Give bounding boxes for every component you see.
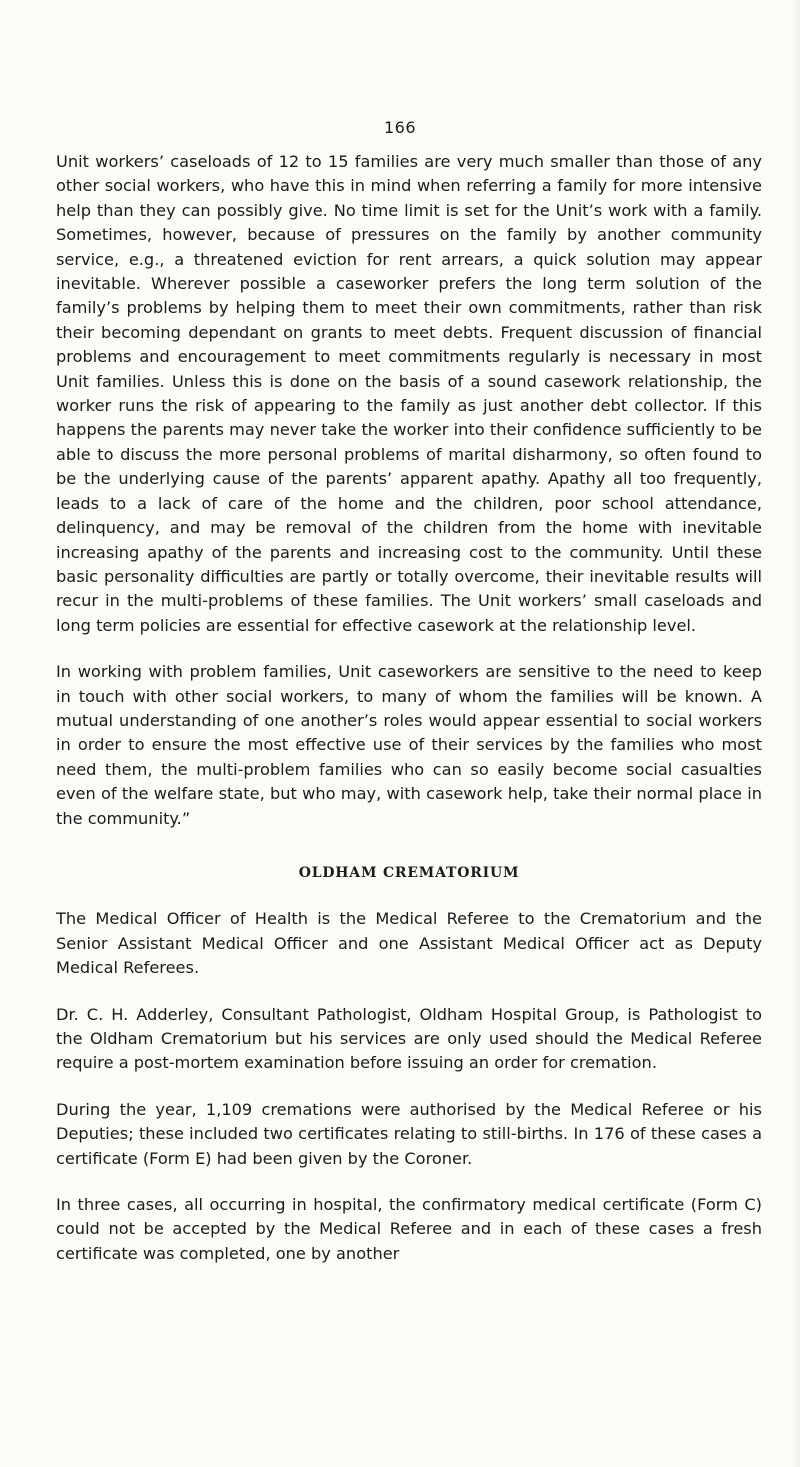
- page-number: 166: [383, 118, 417, 137]
- section-heading-crematorium: OLDHAM CREMATORIUM: [298, 864, 520, 881]
- body-text: [56, 150, 762, 1288]
- paragraph-pathologist: Dr. C. H. Adderley, Consultant Pathologist, Oldham Hospital Group, is Pathologist to the Oldham Crematorium but his services are only used should the Medical Referee require a post-mortem examination before issuing an order for cremation.: [56, 1004, 762, 1073]
- paragraph-liaison: In working with problem families, Unit caseworkers are sensitive to the need to keep in touch with other social workers, to many of whom the families will be known. A mutual understanding of one another’s roles would appear essential to social workers in order to ensure the most effective use of their services by the families who most need them, the multi-problem families who can so easily become social casualties even of the welfare state, but who may, with casework help, take their normal place in the community.”: [56, 662, 762, 828]
- paragraph-cremations-count: During the year, 1,109 cremations were authorised by the Medical Referee or his Deputies; these included two certificates relating to still-births. In 176 of these cases a certificate (Form E) had been given by the Coroner.: [56, 1099, 762, 1168]
- page-edge-shadow: [792, 0, 800, 1467]
- paragraph-form-c: In three cases, all occurring in hospital, the confirmatory medical certificate (Form C) could not be accepted by the Medical Referee and in each of these cases a fresh certificate was completed, one by another: [56, 1195, 762, 1263]
- paragraph-caseloads: Unit workers’ caseloads of 12 to 15 families are very much smaller than those of any other social workers, who have this in mind when referring a family for more intensive help than they can possibly give. No time limit is set for the Unit’s work with a family. Sometimes, however, because of pressures on the family by another community service, e.g., a threatened eviction for rent arrears, a quick solution may appear inevitable. Wherever possible a caseworker prefers the long term solution of the family’s problems by helping them to meet their own commitments, rather than risk their becoming dependant on grants to meet debts. Frequent discussion of financial problems and encouragement to meet commitments regularly is necessary in most Unit families. Unless this is done on the basis of a sound casework relationship, the worker runs the risk of appearing to the family as just another debt collector. If this happens the parents may never take the worker into their confidence sufficiently to be able to discuss the more personal problems of marital disharmony, so often found to be the underlying cause of the parents’ apparent apathy. Apathy all too frequently, leads to a lack of care of the home and the children, poor school attendance, delinquency, and may be removal of the children from the home with inevitable increasing apathy of the parents and increasing cost to the community. Until these basic personality difficulties are partly or totally overcome, their inevitable results will recur in the multi-problems of these families. The Unit workers’ small caseloads and long term policies are essential for effective casework at the relationship level.: [56, 152, 762, 635]
- paragraph-medical-referee: The Medical Officer of Health is the Medical Referee to the Crematorium and the Senior Assistant Medical Officer and one Assistant Medical Officer act as Deputy Medical Referees.: [56, 909, 762, 978]
